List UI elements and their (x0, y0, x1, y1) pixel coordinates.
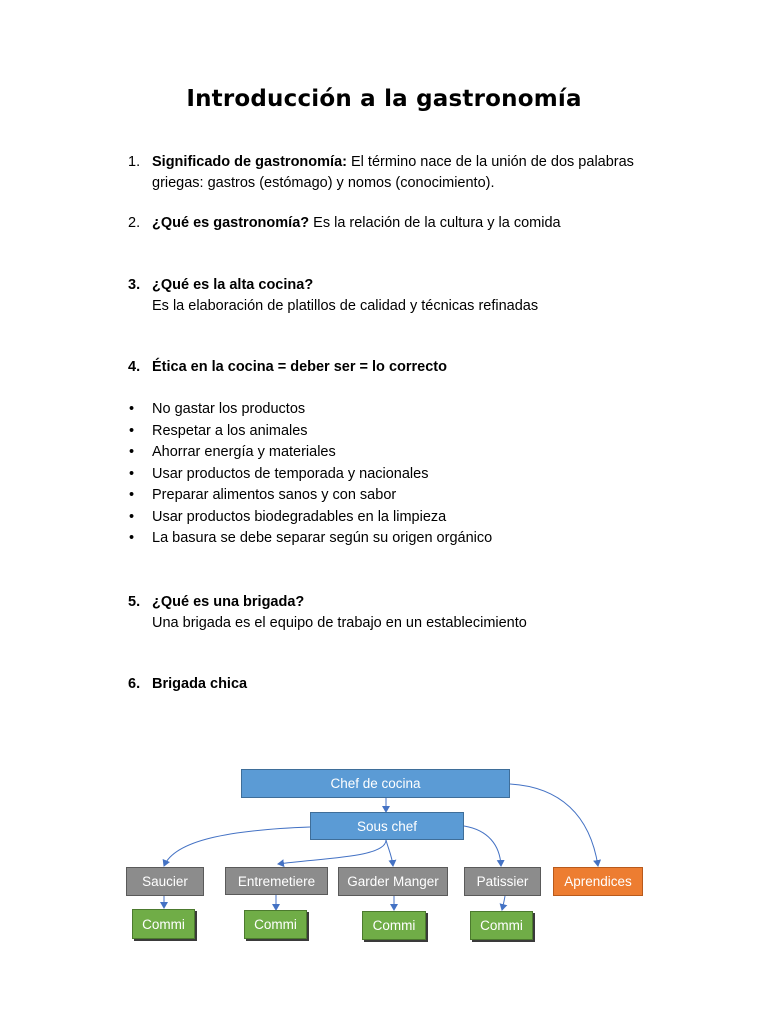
item-label: Ética en la cocina = deber ser = lo correcto (152, 359, 447, 375)
arrow-chef-to-aprendices (510, 784, 598, 866)
chef-de-cocina-label: Chef de cocina (330, 776, 421, 791)
bullet-icon: • (129, 530, 135, 546)
item-label: Significado de gastronomía: (152, 154, 347, 170)
bullet-text: La basura se debe separar según su origen orgánico (152, 530, 493, 546)
item-number: 4. (128, 359, 141, 375)
patissier-box (464, 867, 541, 896)
aprendices-box (553, 867, 643, 896)
bullet-icon: • (129, 508, 135, 525)
page-title: Introducción a la gastronomía (186, 86, 582, 112)
commi-label: Commi (480, 918, 523, 933)
bullet-text: Usar productos biodegradables en la limpieza (152, 508, 447, 525)
bullet-text: No gastar los productos (152, 401, 306, 417)
item-label: Brigada chica (152, 676, 248, 692)
garder-manger-box (338, 867, 448, 896)
item-number: 1. (128, 154, 141, 170)
commi-saucier-box (132, 909, 195, 939)
bullet-text: Respetar a los animales (152, 422, 308, 439)
entremetiere-box (225, 867, 328, 895)
chef-de-cocina-box (241, 769, 510, 798)
arrow-sous-to-patissier (464, 826, 501, 866)
bullet-icon: • (129, 401, 135, 417)
commi-entremetiere-box (244, 910, 307, 939)
item-text: Es la elaboración de platillos de calidad y técnicas refinadas (152, 298, 539, 314)
bullet-icon: • (129, 487, 135, 503)
bullet-icon: • (129, 444, 135, 460)
item-text: Es la relación de la cultura y la comida (309, 215, 561, 231)
commi-garder-manger-box (362, 911, 426, 940)
bullet-text: Ahorrar energía y materiales (152, 444, 336, 460)
arrow-sous-to-entremetiere (278, 840, 386, 864)
bullet-icon: • (129, 422, 135, 439)
item-number: 5. (128, 594, 141, 610)
bullet-text: Preparar alimentos sanos y con sabor (152, 487, 397, 503)
commi-patissier-box (470, 911, 533, 940)
item-number: 6. (128, 676, 141, 692)
saucier-label: Saucier (142, 874, 188, 889)
arrow-sous-to-garder (386, 840, 393, 866)
commi-label: Commi (142, 916, 185, 932)
bullet-text: Usar productos de temporada y nacionales (152, 465, 429, 482)
item-label: ¿Qué es una brigada? (152, 594, 305, 610)
saucier-box (126, 867, 204, 896)
entremetiere-label: Entremetiere (237, 873, 316, 889)
commi-label: Commi (254, 917, 297, 932)
item-number: 3. (128, 277, 141, 293)
aprendices-label: Aprendices (564, 874, 632, 889)
arrow-patissier-to-commi (502, 896, 505, 910)
item-label: ¿Qué es gastronomía? (152, 215, 310, 231)
patissier-label: Patissier (476, 874, 529, 889)
garder-manger-label: Garder Manger (347, 874, 439, 889)
sous-chef-box (310, 812, 464, 840)
bullet-icon: • (129, 465, 135, 482)
commi-label: Commi (372, 918, 416, 933)
sous-chef-label: Sous chef (356, 818, 418, 834)
item-label: ¿Qué es la alta cocina? (152, 277, 314, 293)
item-text: Una brigada es el equipo de trabajo en un establecimiento (152, 615, 527, 631)
item-text: El término nace de la unión de dos palabras griegas: gastros (estómago) y nomos (conocimiento). (152, 154, 634, 191)
arrow-sous-to-saucier (164, 827, 310, 866)
item-number: 2. (128, 215, 141, 231)
